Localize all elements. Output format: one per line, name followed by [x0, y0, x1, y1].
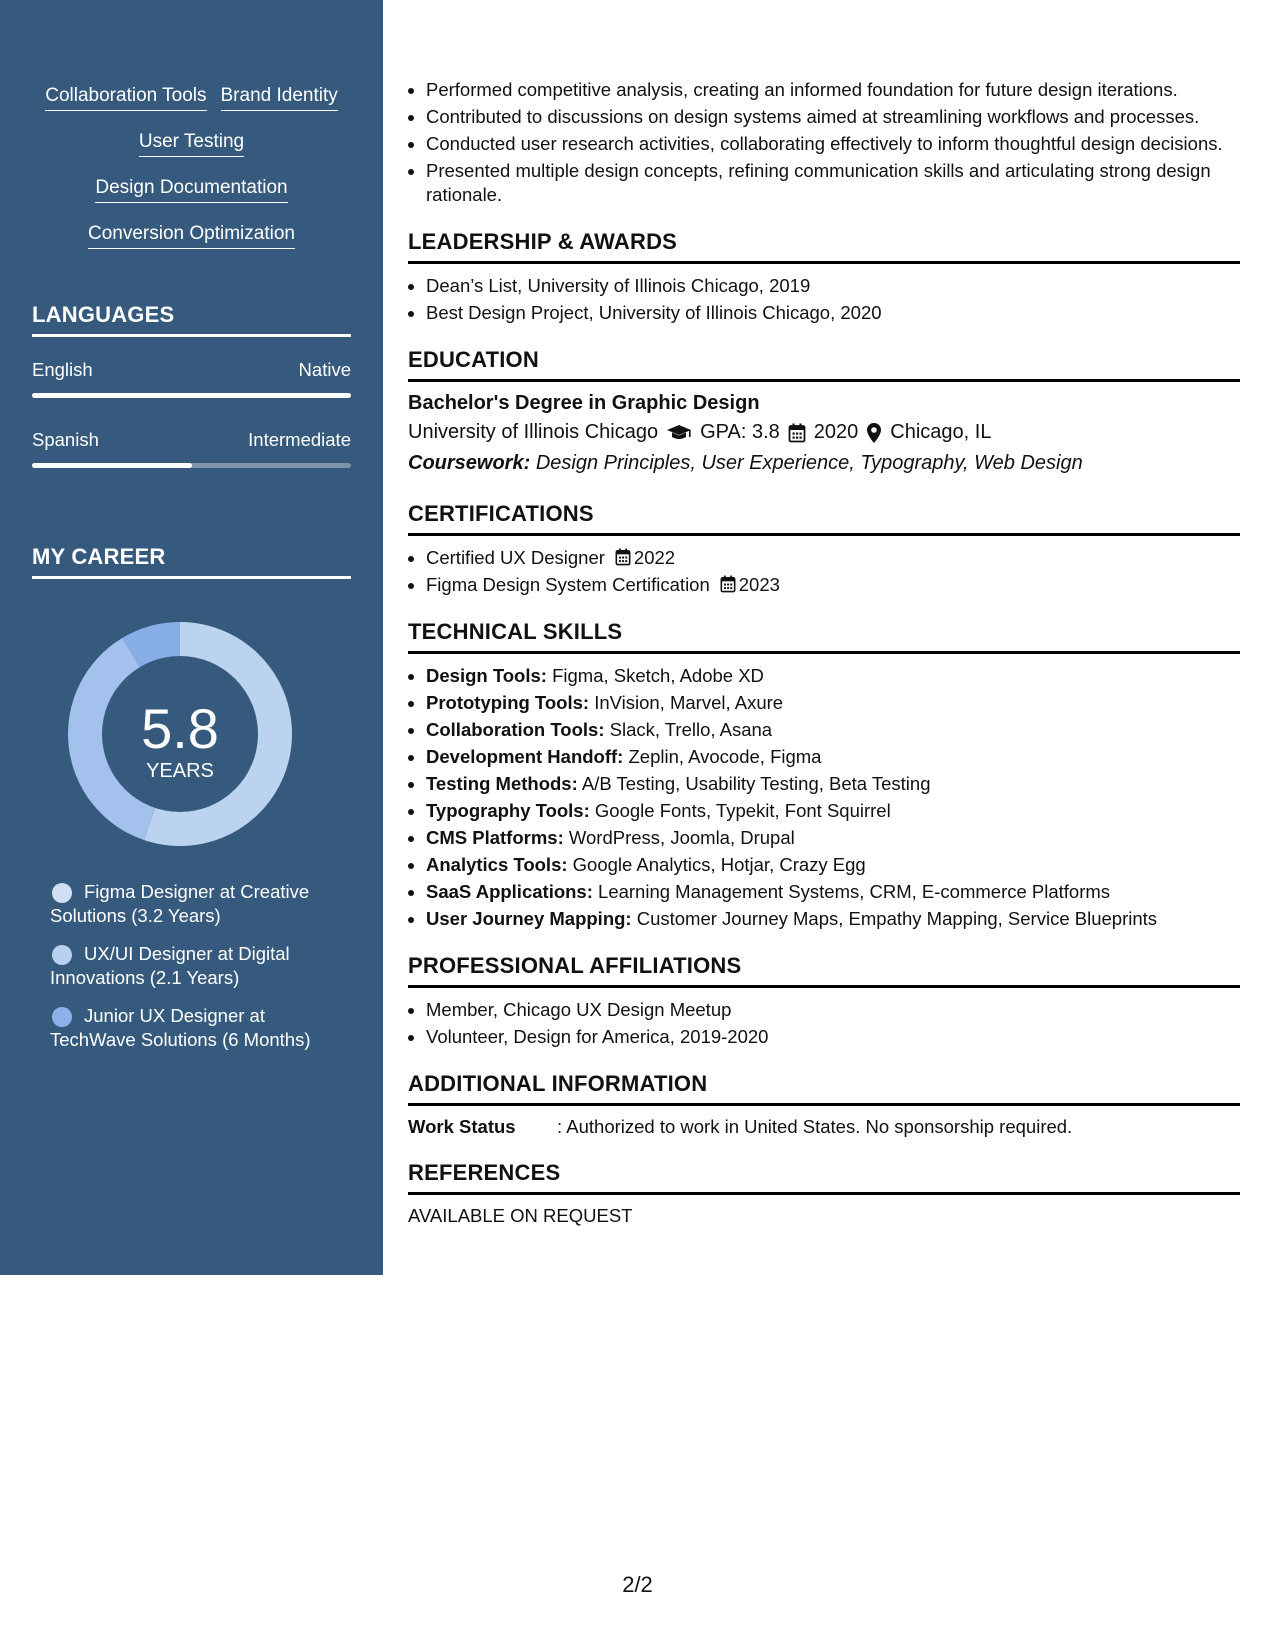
certification-year: 2022	[633, 547, 676, 568]
technical-skill-item	[426, 853, 1240, 877]
career-donut-chart	[62, 616, 298, 852]
certification-year: 2023	[738, 574, 780, 595]
location-pin-icon	[866, 422, 882, 444]
experience-bullet: • Conducted user research activities, collaborating effectively to inform thoughtful design decisions.	[426, 132, 1240, 156]
education-year: 2020	[813, 421, 859, 443]
sidebar	[0, 0, 383, 1275]
skill-value: WordPress, Joomla, Drupal	[568, 827, 795, 848]
skill-value: Zeplin, Avocode, Figma	[628, 746, 822, 767]
career-item	[50, 942, 350, 990]
skill-label: Testing Methods:	[426, 773, 578, 794]
skill-tag: User Testing	[139, 130, 244, 157]
skill-row	[20, 130, 363, 157]
education-heading: EDUCATION	[408, 347, 1240, 382]
affiliations-heading: PROFESSIONAL AFFILIATIONS	[408, 953, 1240, 988]
certification-date	[615, 547, 675, 568]
certification-date	[720, 574, 780, 595]
skill-value: Customer Journey Maps, Empathy Mapping, Service Blueprints	[636, 908, 1158, 929]
references-text: AVAILABLE ON REQUEST	[408, 1205, 633, 1226]
skill-value: Figma, Sketch, Adobe XD	[552, 665, 764, 686]
leadership-heading: LEADERSHIP & AWARDS	[408, 229, 1240, 264]
coursework-value: Design Principles, User Experience, Typography, Web Design	[535, 452, 1083, 474]
certification-name: Certified UX Designer	[426, 547, 605, 568]
work-status-row	[408, 1116, 1240, 1138]
skill-value: A/B Testing, Usability Testing, Beta Testing	[581, 773, 931, 794]
skill-value: Slack, Trello, Asana	[609, 719, 773, 740]
skill-value: InVision, Marvel, Axure	[594, 692, 784, 713]
leadership-list	[408, 274, 1240, 325]
language-bar-fill	[32, 463, 192, 468]
calendar-icon	[720, 575, 736, 593]
technical-skill-item	[426, 691, 1240, 715]
coursework-label: Coursework:	[408, 452, 531, 474]
technical-skills-heading: TECHNICAL SKILLS	[408, 619, 1240, 654]
language-level: Native	[298, 359, 351, 380]
skill-row	[20, 222, 363, 249]
affiliation-item: • Volunteer, Design for America, 2019-2020	[426, 1025, 1240, 1049]
skill-tag: Collaboration Tools	[45, 84, 206, 111]
certifications-list	[408, 546, 1240, 597]
skill-row	[20, 176, 363, 203]
leadership-item: • Dean’s List, University of Illinois Chicago, 2019	[426, 274, 1240, 298]
technical-skill-item	[426, 745, 1240, 769]
career-dot	[52, 945, 72, 965]
experience-bullet: • Performed competitive analysis, creating an informed foundation for future design iterations.	[426, 78, 1240, 102]
skill-label: Development Handoff:	[426, 746, 624, 767]
skill-value: Google Fonts, Typekit, Font Squirrel	[594, 800, 891, 821]
technical-skills-list	[408, 664, 1240, 931]
technical-skill-item	[426, 907, 1240, 931]
certification-item	[426, 546, 1240, 570]
career-list	[50, 880, 350, 1066]
education-gpa: GPA: 3.8	[700, 421, 780, 443]
work-status-label: Work Status	[408, 1116, 516, 1137]
technical-skill-item	[426, 826, 1240, 850]
technical-skill-item	[426, 664, 1240, 688]
skill-label: Prototyping Tools:	[426, 692, 590, 713]
skill-tag: Design Documentation	[95, 176, 287, 203]
languages-heading: LANGUAGES	[32, 302, 351, 337]
career-item-text: UX/UI Designer at Digital Innovations (2.1 Years)	[50, 943, 290, 988]
technical-skill-item	[426, 799, 1240, 823]
leadership-item: • Best Design Project, University of Illinois Chicago, 2020	[426, 301, 1240, 325]
technical-skill-item	[426, 718, 1240, 742]
technical-skill-item	[426, 772, 1240, 796]
affiliation-item: • Member, Chicago UX Design Meetup	[426, 998, 1240, 1022]
graduation-cap-icon	[666, 424, 692, 442]
page-number: 2/2	[622, 1572, 653, 1597]
career-heading: MY CAREER	[32, 544, 351, 579]
career-unit: YEARS	[146, 760, 214, 782]
education-location: Chicago, IL	[890, 421, 992, 443]
certification-name: Figma Design System Certification	[426, 574, 710, 595]
calendar-icon	[788, 423, 806, 443]
career-item-text: Junior UX Designer at TechWave Solutions (6 Months)	[50, 1005, 311, 1050]
skill-value: Google Analytics, Hotjar, Crazy Egg	[572, 854, 866, 875]
skill-row	[20, 84, 363, 111]
career-item	[50, 1004, 350, 1052]
references-heading: REFERENCES	[408, 1160, 1240, 1195]
skill-label: Collaboration Tools:	[426, 719, 605, 740]
certifications-heading: CERTIFICATIONS	[408, 501, 1240, 536]
main-content	[408, 78, 1240, 1227]
education-meta	[408, 421, 1240, 444]
skill-tags	[20, 84, 363, 268]
language-name: Spanish	[32, 429, 99, 450]
education-coursework	[408, 452, 1240, 475]
education-degree: Bachelor's Degree in Graphic Design	[408, 392, 760, 414]
language-level: Intermediate	[248, 429, 351, 450]
career-dot	[52, 1007, 72, 1027]
affiliations-list	[408, 998, 1240, 1049]
skill-label: Design Tools:	[426, 665, 547, 686]
technical-skill-item	[426, 880, 1240, 904]
language-bar	[32, 393, 351, 398]
language-bar	[32, 463, 351, 468]
calendar-icon	[615, 548, 631, 566]
skill-label: User Journey Mapping:	[426, 908, 632, 929]
skill-tag: Conversion Optimization	[88, 222, 295, 249]
language-name: English	[32, 359, 93, 380]
education-school: University of Illinois Chicago	[408, 421, 659, 443]
experience-bullet: • Presented multiple design concepts, refining communication skills and articulating strong design rationale.	[426, 159, 1240, 207]
additional-info-heading: ADDITIONAL INFORMATION	[408, 1071, 1240, 1106]
skill-label: SaaS Applications:	[426, 881, 593, 902]
language-bar-fill	[32, 393, 351, 398]
work-status-value: : Authorized to work in United States. No sponsorship required.	[557, 1116, 1073, 1137]
skill-label: Typography Tools:	[426, 800, 590, 821]
skill-label: Analytics Tools:	[426, 854, 568, 875]
skill-tag: Brand Identity	[221, 84, 338, 111]
skill-value: Learning Management Systems, CRM, E-commerce Platforms	[598, 881, 1111, 902]
career-total: 5.8	[141, 697, 219, 760]
certification-item	[426, 573, 1240, 597]
experience-bullets	[408, 78, 1240, 207]
career-dot	[52, 883, 72, 903]
experience-bullet: • Contributed to discussions on design systems aimed at streamlining workflows and processes.	[426, 105, 1240, 129]
skill-label: CMS Platforms:	[426, 827, 564, 848]
career-item-text: Figma Designer at Creative Solutions (3.2 Years)	[50, 881, 310, 926]
career-item	[50, 880, 350, 928]
